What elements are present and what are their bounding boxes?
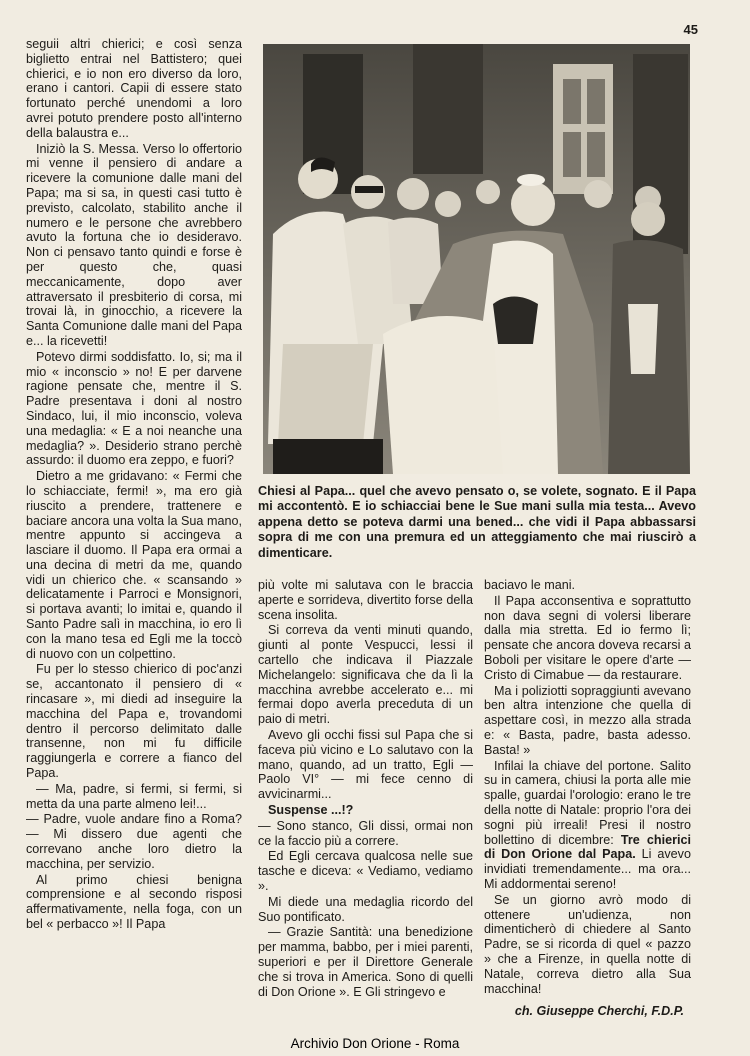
photo-pope-with-clerics xyxy=(263,44,690,474)
paragraph: — Padre, vuole andare fino a Roma? — Mi dissero due agenti che correvano anche loro dietro la macchina, per servizio. xyxy=(26,812,242,871)
photo-caption xyxy=(258,484,696,561)
page-number: 45 xyxy=(683,22,698,37)
photo-illustration xyxy=(263,44,690,474)
paragraph: Dietro a me gridavano: « Fermi che lo schiacciate, fermi! », ma ero già riuscito a prendere, trattenere e baciare ancora una volta la Sua mano, mentre appunto si accingeva a lasciare il duomo. Il Papa era ormai a una decina di metri da me, quando vidi un chierico che. « scansando » delicatamente i Parroci e Monsignori, si portava avanti; lo imitai e, quando il Santo Padre salì in macchina, io ero lì con la mano tesa ed Egli me la toccò di nuovo con un colpettino. xyxy=(26,469,242,661)
paragraph: Ed Egli cercava qualcosa nelle sue tasche e diceva: « Vediamo, vediamo ». xyxy=(258,849,473,893)
archive-label: Archivio Don Orione - Roma xyxy=(290,1036,460,1051)
paragraph-text: Li avevo invidiati tremendamente... ma ora... Mi addormentai sereno! xyxy=(484,847,691,891)
paragraph: Al primo chiesi benigna comprensione e al secondo risposi affermativamente, nella foga, con un bel « perbacco »! Il Papa xyxy=(26,872,242,932)
paragraph: Ma i poliziotti sopraggiunti avevano ben altra intenzione che quella di aspettare così, in mezzo alla strada e: « Basta, padre, basta adesso. Basta! » xyxy=(484,683,691,757)
author-signature: ch. Giuseppe Cherchi, F.D.P. xyxy=(514,1004,684,1018)
paragraph: — Grazie Santità: una benedizione per mamma, babbo, per i miei parenti, superiori e per il Direttore Generale che si trova in America. Sono di quelli di Don Orione ». E Gli stringevo e xyxy=(258,925,473,999)
paragraph: Se un giorno avrò modo di ottenere un'udienza, non dimenticherò di chiedere al Santo Padre, se si ricorda di quel « pazzo » che a Firenze, in quella notte di Natale, correva dietro alla Sua macchina! xyxy=(484,892,691,996)
right-column xyxy=(484,578,691,997)
paragraph: più volte mi salutava con le braccia aperte e sorrideva, divertito forse della scena insolita. xyxy=(258,578,473,622)
paragraph: baciavo le mani. xyxy=(484,578,576,592)
paragraph: Si correva da venti minuti quando, giunti al ponte Vespucci, lessi il cartello che indicava il Piazzale Michelangelo: significava che da lì la macchina avrebbe accelerato e... mi fermai dopo averla preceduta di un paio di metri. xyxy=(258,623,473,727)
paragraph: — Ma, padre, si fermi, si fermi, si metta da una parte almeno lei!... xyxy=(26,781,242,811)
paragraph: Avevo gli occhi fissi sul Papa che si faceva più vicino e Lo salutavo con la mano, quando, ad un tratto, Egli — Paolo VI° — mi fece cenno di avvicinarmi... xyxy=(258,727,473,802)
bulletin-title: Tre chierici di Don Orione dal Papa. xyxy=(484,832,691,862)
paragraph: Iniziò la S. Messa. Verso lo offertorio mi venne il pensiero di andare a ricevere la comunione dalle mani del Papa; ma si sa, in questi casi tutto è previsto, calcolato, stabilito anche il numero e le persone che avrebbero avuto la fortuna che io desideravo. Non ci pensavo tanto quindi e forse è per questo che, quasi meccanicamente, dopo aver attraversato il presbiterio di corsa, mi trovai là, in ginocchio, a ricevere la Santa Comunione dalle mani del Papa e... la ricevetti! xyxy=(26,141,242,348)
paragraph-text: Infilai la chiave del portone. Salito su in camera, chiusi la porta alle mie spalle, guardai l'orologio: erano le tre della notte di Natale: proprio l'ora dei sogni più irreali! Presi il nostro bollettino di dicembre: xyxy=(484,758,691,847)
paragraph xyxy=(484,759,691,892)
paragraph: Il Papa acconsentiva e soprattutto non dava segni di volersi liberare dalla mia stretta. Ed io fermo lì; pensate che ancora doveva recarsi a Boboli per visitare le opere d'arte — Cristo di Cimabue — da restaurare. xyxy=(484,593,691,682)
left-column xyxy=(26,37,242,933)
paragraph: Mi diede una medaglia ricordo del Suo pontificato. xyxy=(258,894,473,924)
caption-text: Chiesi al Papa... quel che avevo pensato o, se volete, sognato. E il Papa mi accontentò. E io schiacciai bene le Sue mani sulla mia testa... Avevo appena detto se poteva darmi una bened... che vidi il Papa abbassarsi sopra di me con una premura ed un atteggiamento che mai riuscirò a dimenticare. xyxy=(258,484,696,560)
paragraph: seguii altri chierici; e così senza biglietto entrai nel Battistero; quei chierici, e io non ero diverso da loro, erano i cantori. Capii di essere stato fortunato perché unendomi a loro avrei potuto prendere posto all'interno della balaustra e... xyxy=(26,37,242,140)
paragraph-suspense: Suspense ...!? xyxy=(268,802,354,817)
middle-column xyxy=(258,578,473,1000)
paragraph: — Sono stanco, Gli dissi, ormai non ce la faccio più a correre. xyxy=(258,818,473,848)
paragraph: Potevo dirmi soddisfatto. Io, si; ma il mio « inconscio » no! E per darvene ragione pensate che, mentre il S. Padre presentava i doni al nostro Sindaco, lui, il mio inconscio, voleva una medaglia: « E a noi neanche una medaglia? ». Desiderio strano perchè assurdo: il duomo era zeppo, e fuori? xyxy=(26,349,242,468)
paragraph: Fu per lo stesso chierico di poc'anzi se, accantonato il pensiero di « rincasare », mi diedi ad inseguire la macchina del Papa e, trovandomi dentro il percorso delimitato dalle transenne, non mi fu difficile raggiungerla e correre a fianco del Papa. xyxy=(26,662,242,781)
